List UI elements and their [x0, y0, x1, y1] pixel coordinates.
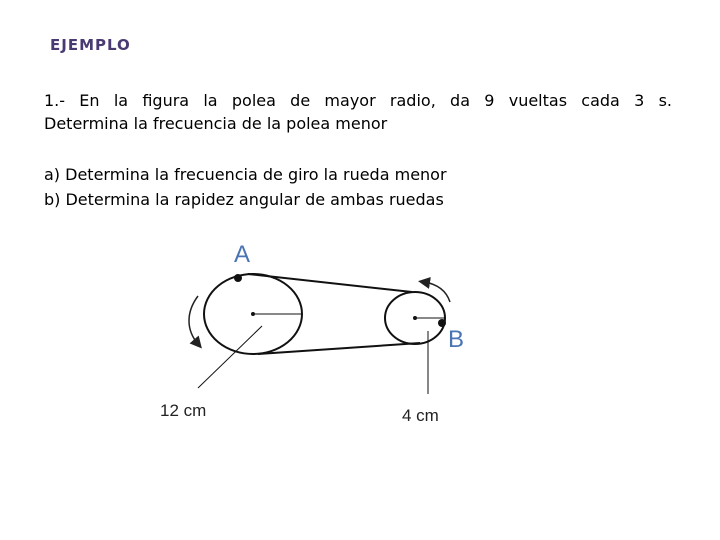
large-radius-leader [198, 326, 262, 388]
large-radius-label: 12 cm [160, 401, 207, 420]
belt-bottom [258, 343, 420, 354]
belt-top [248, 274, 412, 292]
section-heading: EJEMPLO [50, 36, 131, 54]
point-b [438, 319, 446, 327]
task-b: b) Determina la rapidez angular de ambas ruedas [44, 190, 444, 209]
point-b-label: B [448, 326, 465, 353]
problem-line-1: 1.- En la figura la polea de mayor radio, da 9 vueltas cada 3 s. [44, 91, 672, 110]
point-a-label: A [234, 241, 251, 268]
task-a: a) Determina la frecuencia de giro la rueda menor [44, 165, 447, 184]
point-a [234, 274, 242, 282]
large-pulley-rotation-arrow-icon [189, 296, 198, 344]
small-radius-label: 4 cm [402, 406, 439, 425]
problem-line-2: Determina la frecuencia de la polea menor [44, 114, 388, 133]
